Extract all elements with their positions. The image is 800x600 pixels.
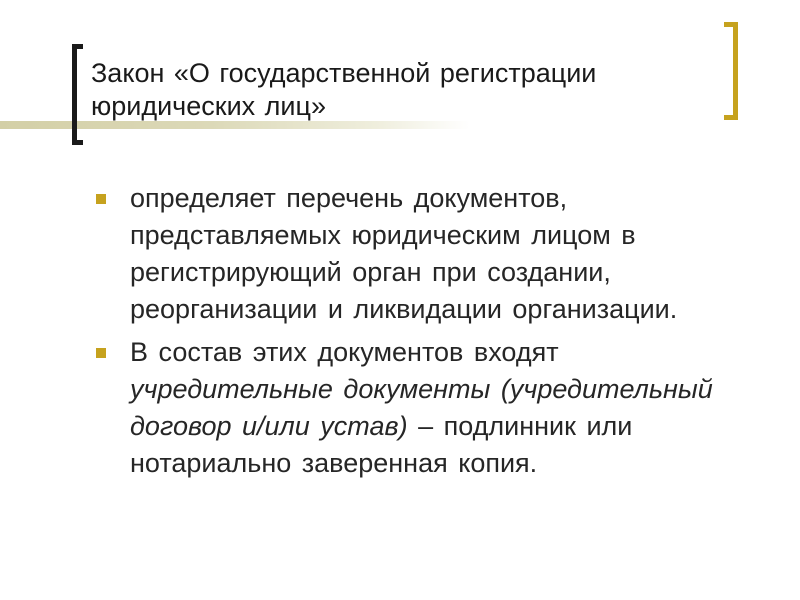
bullet-text-start: В состав этих документов входят <box>130 337 559 367</box>
bullet-list <box>92 180 732 488</box>
bullet-text-end: – подлинник или нотариально заверенная копия. <box>130 411 633 478</box>
bullet-item-2 <box>92 334 732 482</box>
bullet-item-1 <box>92 180 732 328</box>
right-bracket-decoration <box>724 22 738 120</box>
square-bullet-icon <box>96 348 106 358</box>
left-bracket-decoration <box>72 44 83 145</box>
bullet-text: определяет перечень документов, представляемых юридическим лицом в регистрирующий орган при создании, реорганизации и ликвидации организации. <box>130 183 678 324</box>
slide-title: Закон «О государственной регистрации юридических лиц» <box>91 58 597 121</box>
bullet-text-italic: учредительные документы (учредительный договор и/или устав) <box>130 374 713 441</box>
square-bullet-icon <box>96 194 106 204</box>
